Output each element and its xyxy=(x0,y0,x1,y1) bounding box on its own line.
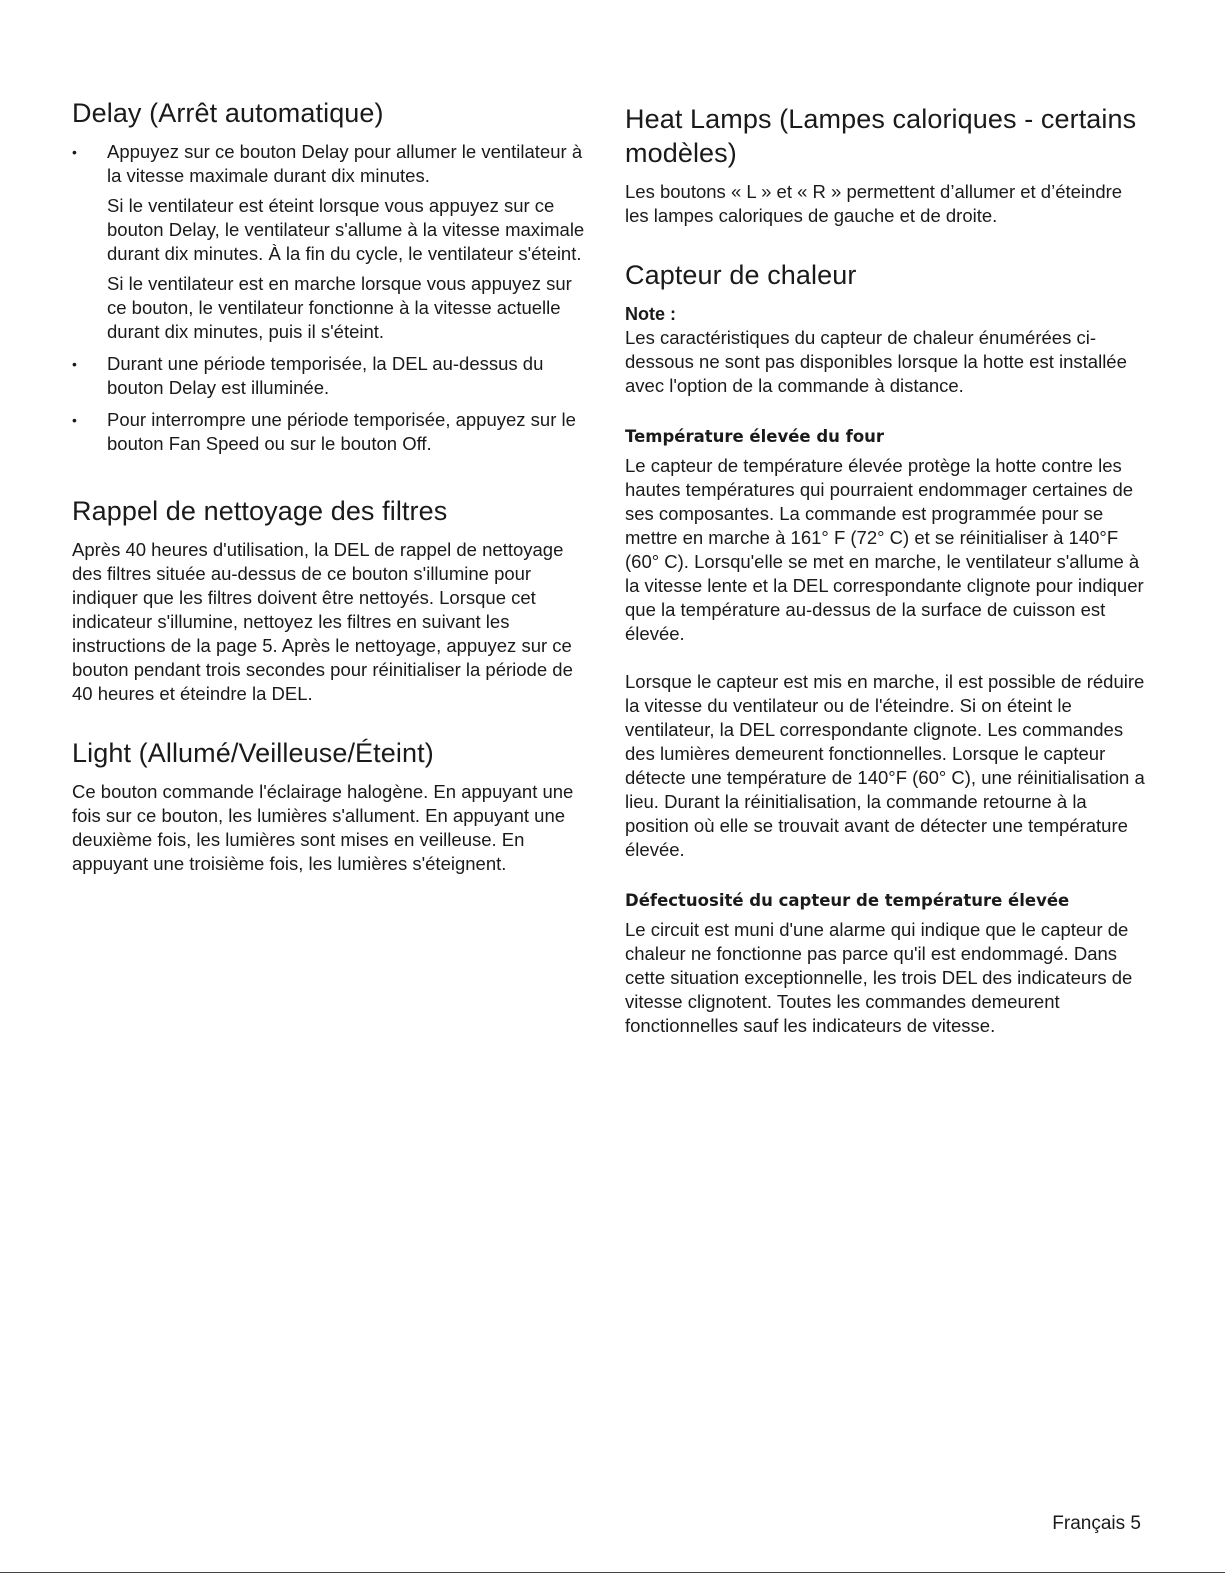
section-filters xyxy=(72,494,592,706)
delay-bullet-1-text: • Appuyez sur ce bouton Delay pour allumer le ventilateur à la vitesse maximale durant dix minutes. xyxy=(107,141,583,186)
heading-high-temperature: Température élevée du four xyxy=(625,427,885,446)
heading-sensor: Capteur de chaleur xyxy=(625,260,857,290)
heading-heat-lamps: Heat Lamps (Lampes caloriques - certains modèles) xyxy=(625,104,1137,168)
heading-filters: Rappel de nettoyage des filtres xyxy=(72,496,448,526)
delay-bullet-1 xyxy=(72,140,592,344)
high-temperature-para-1: Le capteur de température élevée protège la hotte contre les hautes températures qui pourraient endommager certaines de ses composantes. La commande est programmée pour se mettre en marche à 161° F (72° C) et se réinitialiser à 140°F (60° C). Lorsqu'elle se met en marche, le ventilateur s'allume à la vitesse lente et la DEL correspondante clignote pour indiquer que la température au-dessus de la surface de cuisson est élevée. xyxy=(625,455,1144,644)
heading-sensor-fault: Défectuosité du capteur de température élevée xyxy=(625,891,1070,910)
sensor-fault-body: Le circuit est muni d'une alarme qui indique que le capteur de chaleur ne fonctionne pas parce qu'il est endommagé. Dans cette situation exceptionnelle, les trois DEL des indicateurs de vitesse clignotent. Toutes les commandes demeurent fonctionnelles sauf les indicateurs de vitesse. xyxy=(625,919,1133,1036)
delay-bullet-3: • Pour interrompre une période temporisée, appuyez sur le bouton Fan Speed ou sur le bouton Off. xyxy=(72,408,592,456)
delay-bullet-list xyxy=(72,140,592,456)
note-label: Note : xyxy=(625,304,676,324)
delay-bullet-1-para-3: Si le ventilateur est en marche lorsque vous appuyez sur ce bouton, le ventilateur fonctionne à la vitesse actuelle durant dix minutes, puis il s'éteint. xyxy=(107,273,572,342)
note-body: Les caractéristiques du capteur de chaleur énumérées ci-dessous ne sont pas disponibles lorsque la hotte est installée avec l'option de la commande à distance. xyxy=(625,327,1127,396)
section-heat-lamps xyxy=(625,102,1145,228)
right-column xyxy=(625,96,1145,1038)
spacer xyxy=(72,706,592,736)
heading-light: Light (Allumé/Veilleuse/Éteint) xyxy=(72,738,434,768)
spacer xyxy=(72,464,592,494)
section-delay xyxy=(72,96,592,456)
heat-lamps-body: Les boutons « L » et « R » permettent d’allumer et d’éteindre les lampes caloriques de gauche et de droite. xyxy=(625,181,1123,226)
page-number: Français 5 xyxy=(1052,1513,1141,1534)
heading-delay: Delay (Arrêt automatique) xyxy=(72,98,384,128)
spacer xyxy=(625,228,1145,258)
left-column xyxy=(72,96,592,876)
light-body: Ce bouton commande l'éclairage halogène. En appuyant une fois sur ce bouton, les lumières s'allument. En appuyant une deuxième fois, les lumières sont mises en veilleuse. En appuyant une troisième fois, les lumières s'éteignent. xyxy=(72,781,574,874)
filters-body: Après 40 heures d'utilisation, la DEL de rappel de nettoyage des filtres située au-dessus de ce bouton s'illumine pour indiquer que les filtres doivent être nettoyés. Lorsque cet indicateur s'illumine, nettoyez les filtres en suivant les instructions de la page 5. Après le nettoyage, appuyez sur ce bouton pendant trois secondes pour réinitialiser la période de 40 heures et éteindre la DEL. xyxy=(72,539,573,704)
section-sensor xyxy=(625,258,1145,1038)
delay-bullet-1-para-2: Si le ventilateur est éteint lorsque vous appuyez sur ce bouton Delay, le ventilateur s'allume à la vitesse maximale durant dix minutes. À la fin du cycle, le ventilateur s'éteint. xyxy=(107,195,585,264)
bottom-divider xyxy=(0,1572,1225,1573)
high-temperature-para-2: Lorsque le capteur est mis en marche, il est possible de réduire la vitesse du ventilateur ou de l'éteindre. Si on éteint le ventilateur, la DEL correspondante clignote. Les commandes des lumières demeurent fonctionnelles. Lorsque le capteur détecte une température de 140°F (60° C), une réinitialisation a lieu. Durant la réinitialisation, la commande retourne à la position où elle se trouvait avant de détecter une température élevée. xyxy=(625,671,1145,860)
delay-bullet-2: • Durant une période temporisée, la DEL au-dessus du bouton Delay est illuminée. xyxy=(72,352,592,400)
section-light xyxy=(72,736,592,876)
